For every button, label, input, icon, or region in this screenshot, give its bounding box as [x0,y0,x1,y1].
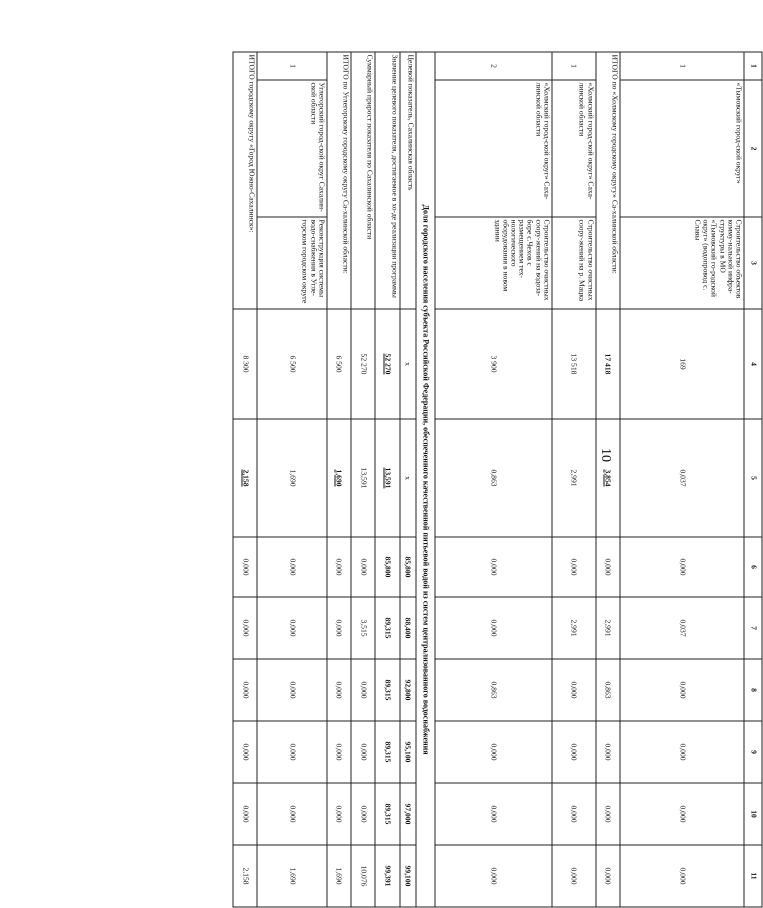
table-row [435,52,552,907]
section-row [416,52,435,907]
value-cell: 0,000 [327,537,351,597]
value-cell: 0,000 [620,783,744,845]
municipality-cell: «Холмский город-ской округ» Саха-линской области [552,80,596,217]
header-cell: 2 [744,80,762,217]
value-cell: 95,100 [400,721,416,783]
value-cell: 0,000 [327,783,351,845]
total-label: ИТОГО по Углегорскому городскому округу Са-халинской области: [327,52,351,309]
value-cell: 0,000 [435,783,552,845]
value-cell: 2,991 [596,597,620,659]
value-cell: 0,000 [233,537,257,597]
value-cell: 52 270 [351,309,375,419]
section-title: Доля городского населения субъекта Российской Федерации, обеспеченного качественной питьевой водой из систем централизованного водоснабжения [416,52,435,907]
value-cell: 3 900 [435,309,552,419]
value-cell: 13,591 [375,419,399,537]
total-row [596,52,620,907]
header-cell: 10 [744,783,762,845]
object-cell: Строительство очистных соору-жений на р. Мацка [552,217,596,309]
value-cell: 1,690 [327,845,351,907]
value-cell: 0,000 [257,783,326,845]
value-cell: 13 518 [552,309,596,419]
header-cell: 5 [744,419,762,537]
value-cell: 0,000 [327,597,351,659]
table-frame [233,52,763,907]
value-cell: 3,515 [351,597,375,659]
header-row [744,52,762,907]
row-number: 2 [435,52,552,80]
value-cell: 0,000 [552,721,596,783]
value-cell: 0,000 [596,537,620,597]
value-cell: 0,000 [257,537,326,597]
value-cell: 6 500 [327,309,351,419]
value-cell: 0,863 [435,659,552,721]
value-cell: 8 300 [233,309,257,419]
row-number: 1 [257,52,326,80]
value-cell: 0,000 [620,721,744,783]
value-cell: 89,315 [375,597,399,659]
municipality-cell: «Холмский город-ской округ» Саха-линской области [435,80,552,217]
value-cell: 0,000 [435,537,552,597]
value-cell: 2,991 [552,419,596,537]
value-cell: 0,037 [620,597,744,659]
row-number: 1 [552,52,596,80]
header-cell: 1 [744,52,762,80]
header-cell: 8 [744,659,762,721]
value-cell: 85,800 [400,537,416,597]
value-cell: 0,000 [257,721,326,783]
object-cell: Строительство объектов комму-нальной инфра-структуры в МО «Тымовский го-родской округ» (водопровод с. Славы [620,217,744,309]
header-cell: 4 [744,309,762,419]
value-cell: x [400,309,416,419]
value-cell: 0,000 [327,721,351,783]
total-label: ИТОГО городскому округу «Город Южно-Сахалинск»: [233,52,257,309]
value-cell: 99,100 [400,845,416,907]
value-cell: 2,158 [233,419,257,537]
value-cell: 0,863 [435,419,552,537]
value-cell: 0,000 [351,721,375,783]
value-cell: 0,000 [257,597,326,659]
indicator-label: Значение целевого показателя, достигаемое в хо-де реализации программы [375,52,399,309]
value-cell: 1,690 [257,419,326,537]
value-cell: 0,000 [552,537,596,597]
value-cell: 0,000 [596,783,620,845]
value-cell: 0,000 [552,659,596,721]
value-cell: 89,315 [375,659,399,721]
indicator-label: Суммарный прирост показателя по Сахалинской области [351,52,375,309]
indicator-label: Целевой показатель, Сахалинская область [400,52,416,309]
total-row [233,52,257,907]
value-cell: 0,000 [435,721,552,783]
value-cell: 0,000 [327,659,351,721]
value-cell: 0,000 [233,659,257,721]
value-cell: 13,591 [351,419,375,537]
total-row [327,52,351,907]
header-cell: 11 [744,845,762,907]
table-row [257,52,326,907]
value-cell: 85,800 [375,537,399,597]
value-cell: 0,863 [596,659,620,721]
value-cell: 2,158 [233,845,257,907]
value-cell: 6 500 [257,309,326,419]
indicator-row [375,52,399,907]
page-number: 10 [598,448,613,462]
value-cell: 52 270 [375,309,399,419]
municipality-cell: Углегорский город-ской округ Сахалин-ской области [257,80,326,217]
value-cell: 0,000 [257,659,326,721]
total-label: ИТОГО по «Холмскому городскому округу» Са-халинской области: [596,52,620,309]
municipality-cell: «Тымовский город-ской округ» [620,80,744,217]
row-number: 1 [620,52,744,80]
header-cell: 7 [744,597,762,659]
value-cell: 1,690 [327,419,351,537]
object-cell: Реконструкция системы водо-снабжения в Угле-горском городском округе [257,217,326,309]
value-cell: 99,391 [375,845,399,907]
value-cell: x [400,419,416,537]
value-cell: 89,315 [375,721,399,783]
value-cell: 0,000 [596,721,620,783]
value-cell: 89,315 [375,783,399,845]
value-cell: 1,690 [257,845,326,907]
table-row [552,52,596,907]
value-cell: 0,000 [351,659,375,721]
header-cell: 3 [744,217,762,309]
value-cell: 0,037 [620,419,744,537]
value-cell: 3,854 [596,419,620,537]
value-cell: 92,800 [400,659,416,721]
object-cell: Строительство очистных соору-жений на водоза-боре с.Чехов с размещением тех-нологического оборудования в новом здании [435,217,552,309]
value-cell: 0,000 [233,721,257,783]
value-cell: 0,000 [620,537,744,597]
value-cell: 0,000 [620,659,744,721]
value-cell: 0,000 [233,597,257,659]
value-cell: 88,400 [400,597,416,659]
program-table [233,52,763,908]
value-cell: 0,000 [596,845,620,907]
value-cell: 17 418 [596,309,620,419]
value-cell: 0,000 [351,783,375,845]
value-cell: 0,000 [233,783,257,845]
table-row [620,52,744,907]
value-cell: 0,000 [435,597,552,659]
value-cell: 97,000 [400,783,416,845]
indicator-row [400,52,416,907]
value-cell: 10,076 [351,845,375,907]
value-cell: 0,000 [351,537,375,597]
value-cell: 2,991 [552,597,596,659]
value-cell: 0,000 [552,845,596,907]
indicator-row [351,52,375,907]
value-cell: 169 [620,309,744,419]
header-cell: 6 [744,537,762,597]
value-cell: 0,000 [435,845,552,907]
value-cell: 0,000 [552,783,596,845]
header-cell: 9 [744,721,762,783]
value-cell: 0,000 [620,845,744,907]
